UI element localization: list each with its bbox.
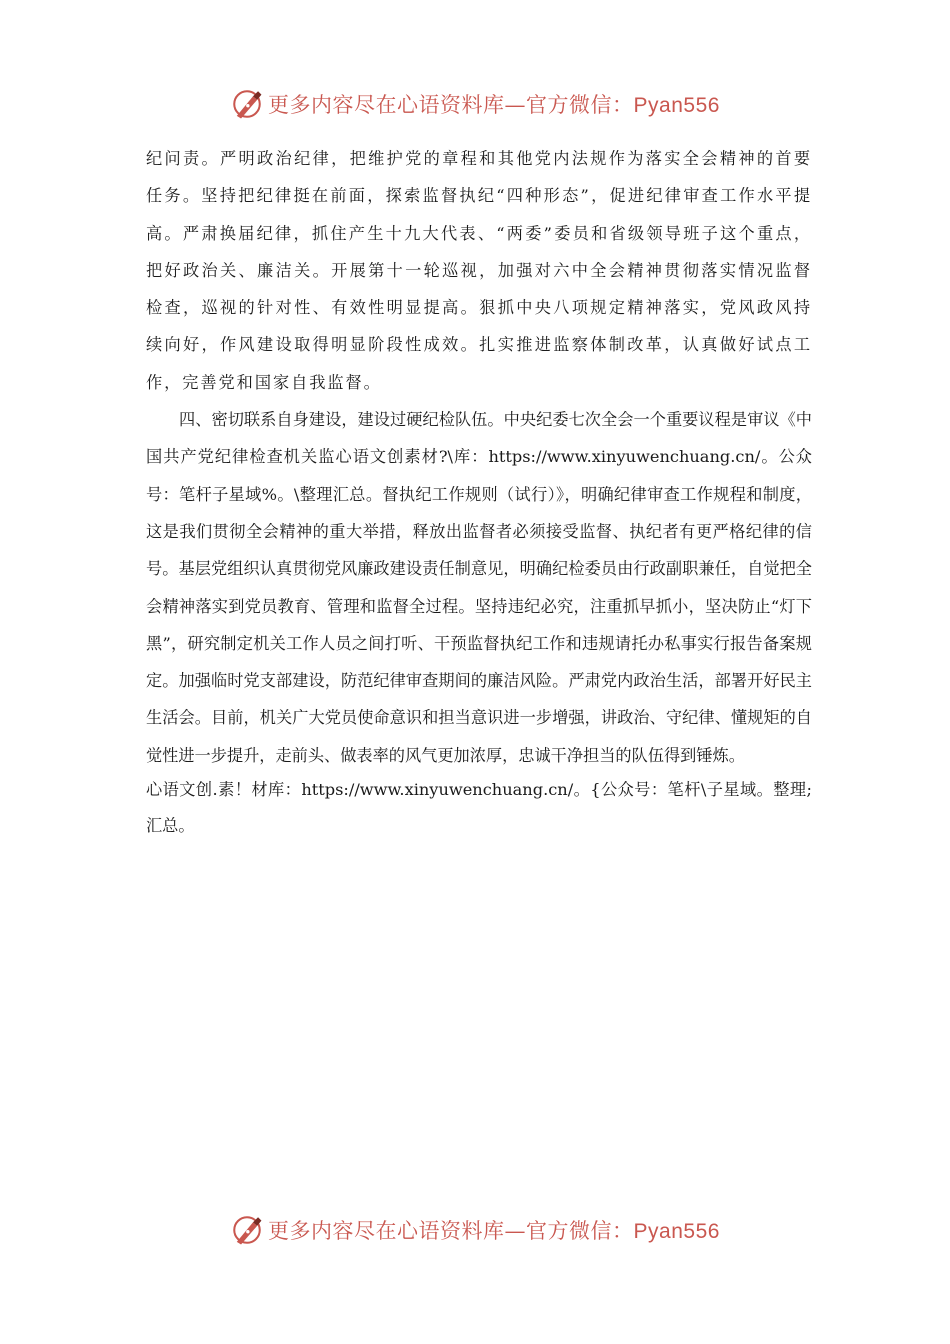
- pen-nib-logo-icon: [230, 1213, 264, 1247]
- header-banner: [0, 84, 950, 124]
- document-body: [146, 140, 812, 844]
- paragraph-2: 四、密切联系自身建设，建设过硬纪检队伍。中央纪委七次全会一个重要议程是审议《中国共产党纪律检查机关监心语文创素材?\库：https://www.xinyuwenchuang.cn/。公众号：笔杆子星域%。\整理汇总。督执纪工作规则（试行）》，明确纪律审查工作规程和制度，这是我们贯彻全会精神的重大举措，释放出监督者必须接受监督、执纪者有更严格纪律的信号。基层党组织认真贯彻党风廉政建设责任制意见，明确纪检委员由行政副职兼任，自觉把全会精神落实到党员教育、管理和监督全过程。坚持违纪必究，注重抓早抓小，坚决防止“灯下黑”，研究制定机关工作人员之间打听、干预监督执纪工作和违规请托办私事实行报告备案规定。加强临时党支部建设，防范纪律审查期间的廉洁风险。严肃党内政治生活，部署开好民主生活会。目前，机关广大党员使命意识和担当意识进一步增强，讲政治、守纪律、懂规矩的自觉性进一步提升，走前头、做表率的风气更加浓厚，忠诚干净担当的队伍得到锤炼。: [146, 410, 812, 765]
- paragraph-3-source-note: 心语文创.素！材库：https://www.xinyuwenchuang.cn/。{公众号：笔杆\子星域。整理;汇总。: [146, 780, 812, 836]
- footer-banner-wechat-id: Pyan556: [633, 1220, 720, 1243]
- footer-banner: [0, 1210, 950, 1250]
- pen-nib-logo-icon: [230, 87, 264, 121]
- header-banner-text: [268, 89, 720, 119]
- footer-banner-cn: 更多内容尽在心语资料库—官方微信：: [268, 1219, 634, 1243]
- header-banner-cn: 更多内容尽在心语资料库—官方微信：: [268, 93, 634, 117]
- header-banner-wechat-id: Pyan556: [633, 94, 720, 117]
- footer-banner-text: [268, 1215, 720, 1245]
- paragraph-1: 纪问责。严明政治纪律，把维护党的章程和其他党内法规作为落实全会精神的首要任务。坚持把纪律挺在前面，探索监督执纪“四种形态”，促进纪律审查工作水平提高。严肃换届纪律，抓住产生十九大代表、“两委”委员和省级领导班子这个重点，把好政治关、廉洁关。开展第十一轮巡视，加强对六中全会精神贯彻落实情况监督检查，巡视的针对性、有效性明显提高。狠抓中央八项规定精神落实，党风政风持续向好，作风建设取得明显阶段性成效。扎实推进监察体制改革，认真做好试点工作，完善党和国家自我监督。: [146, 149, 812, 392]
